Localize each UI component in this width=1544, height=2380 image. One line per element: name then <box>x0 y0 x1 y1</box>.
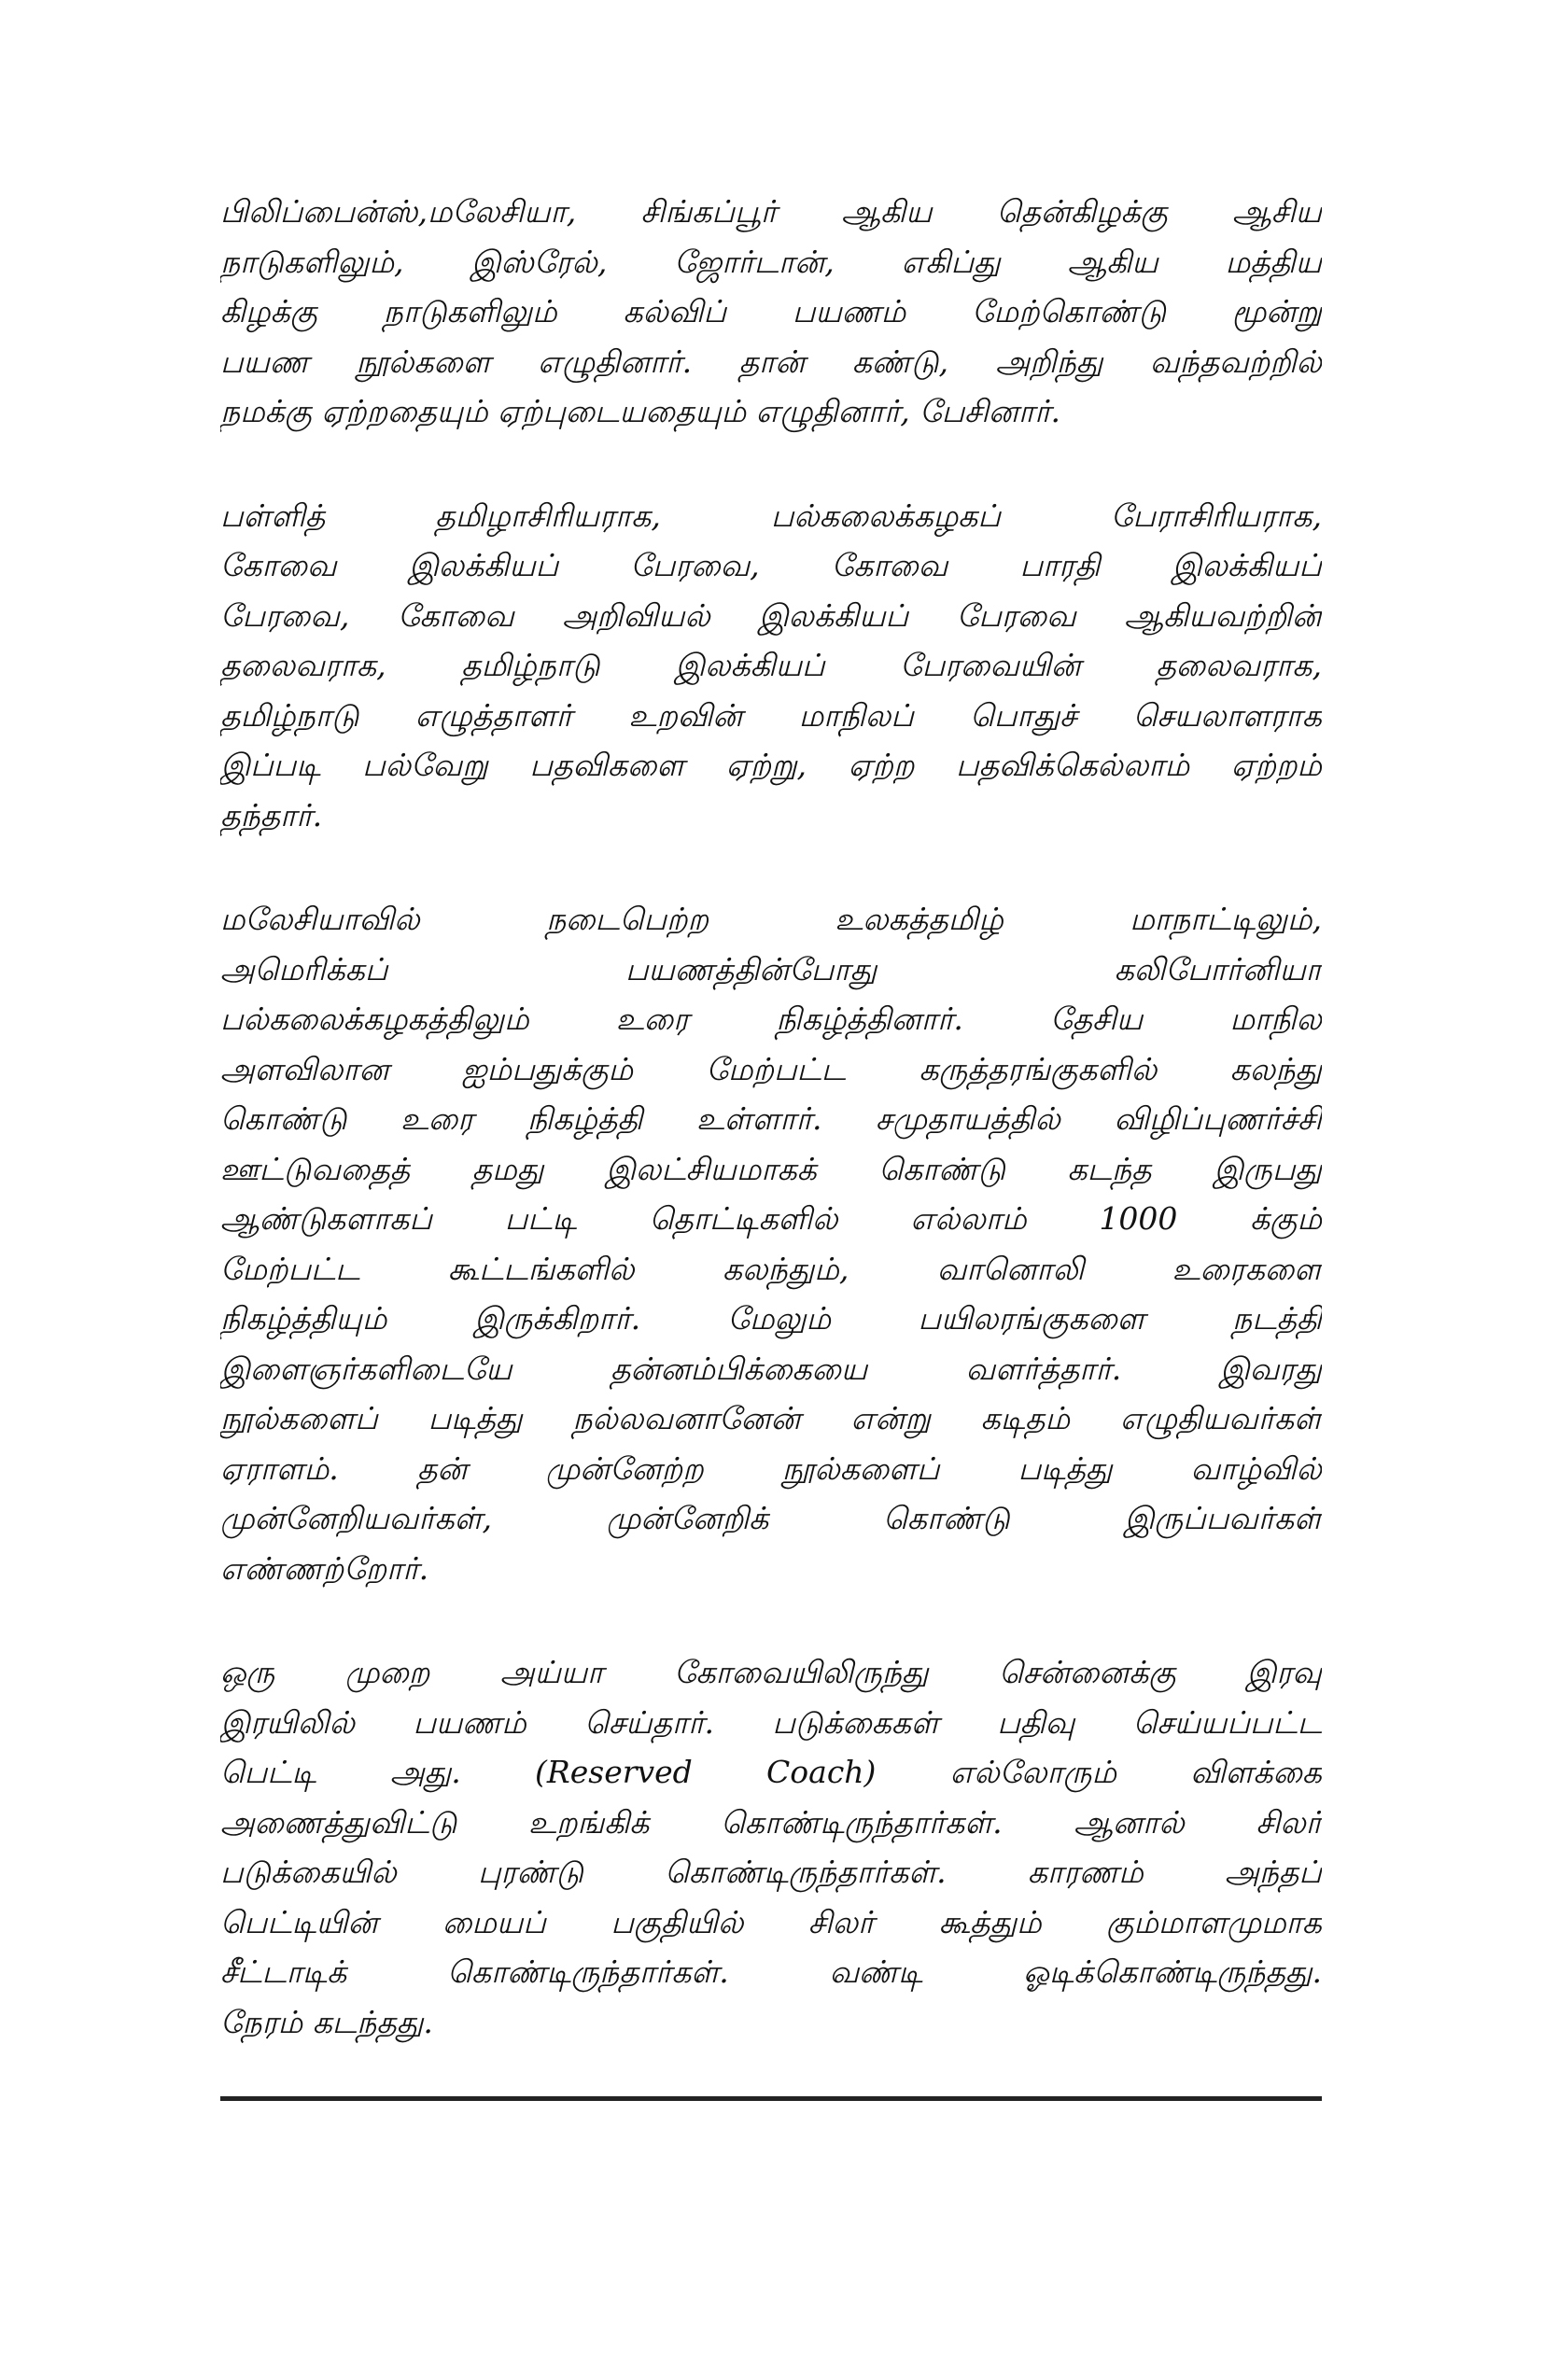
text-line: பேரவை, கோவை அறிவியல் இலக்கியப் பேரவை ஆகியவற்றின் <box>220 596 1322 634</box>
paragraph-4 <box>220 1647 1322 2047</box>
text-line: சீட்டாடிக் கொண்டிருந்தார்கள். வண்டி ஓடிக்கொண்டிருந்தது. <box>220 1953 1322 1990</box>
text-line: ஊட்டுவதைத் தமது இலட்சியமாகக் கொண்டு கடந்த இருபது <box>220 1150 1322 1187</box>
text-line: பெட்டியின் மையப் பகுதியில் சிலர் கூத்தும் கும்மாளமுமாக <box>220 1903 1322 1940</box>
text-line: ஆண்டுகளாகப் பட்டி தொட்டிகளில் எல்லாம் 1000 க்கும் <box>220 1200 1322 1237</box>
text-line: தமிழ்நாடு எழுத்தாளர் உறவின் மாநிலப் பொதுச் செயலாளராக <box>220 696 1322 734</box>
text-line: கொண்டு உரை நிகழ்த்தி உள்ளார். சமுதாயத்தில் விழிப்புணர்ச்சி <box>220 1100 1322 1137</box>
footer-divider <box>220 2096 1322 2101</box>
text-line: மலேசியாவில் நடைபெற்ற உலகத்தமிழ் மாநாட்டிலும், <box>220 901 1322 937</box>
text-line: நிகழ்த்தியும் இருக்கிறார். மேலும் பயிலரங்குகளை நடத்தி <box>220 1300 1322 1337</box>
text-line: அமெரிக்கப் பயணத்தின்போது கலிபோர்னியா <box>220 950 1322 987</box>
text-line: பள்ளித் தமிழாசிரியராக, பல்கலைக்கழகப் பேராசிரியராக, <box>220 497 1322 534</box>
page-body <box>220 187 1322 2101</box>
text-line: கிழக்கு நாடுகளிலும் கல்விப் பயணம் மேற்கொண்டு மூன்று <box>220 293 1322 329</box>
text-line: நமக்கு ஏற்றதையும் ஏற்புடையதையும் எழுதினார், பேசினார். <box>220 393 1060 429</box>
text-line: இரயிலில் பயணம் செய்தார். படுக்கைகள் பதிவு செய்யப்பட்ட <box>220 1703 1322 1741</box>
text-line: நூல்களைப் படித்து நல்லவனானேன் என்று கடிதம் எழுதியவர்கள் <box>220 1400 1322 1436</box>
text-line: பிலிப்பைன்ஸ்,மலேசியா, சிங்கப்பூர் ஆகிய தென்கிழக்கு ஆசிய <box>220 193 1322 230</box>
text-line: அணைத்துவிட்டு உறங்கிக் கொண்டிருந்தார்கள். ஆனால் சிலர் <box>220 1803 1322 1841</box>
text-line: நாடுகளிலும், இஸ்ரேல், ஜோர்டான், எகிப்து ஆகிய மத்திய <box>220 243 1322 280</box>
text-line: பல்கலைக்கழகத்திலும் உரை நிகழ்த்தினார். தேசிய மாநில <box>220 1001 1322 1037</box>
text-line: இளைஞர்களிடையே தன்னம்பிக்கையை வளர்த்தார். இவரது <box>220 1350 1322 1387</box>
text-line: கோவை இலக்கியப் பேரவை, கோவை பாரதி இலக்கியப் <box>220 547 1322 583</box>
paragraph-3 <box>220 894 1322 1593</box>
text-line: பெட்டி அது. (Reserved Coach) எல்லோரும் விளக்கை <box>220 1754 1322 1790</box>
text-line: பயண நூல்களை எழுதினார். தான் கண்டு, அறிந்து வந்தவற்றில் <box>220 343 1322 380</box>
text-line: நேரம் கடந்தது. <box>220 2003 433 2040</box>
text-line: படுக்கையில் புரண்டு கொண்டிருந்தார்கள். காரணம் அந்தப் <box>220 1854 1322 1890</box>
text-line: இப்படி பல்வேறு பதவிகளை ஏற்று, ஏற்ற பதவிக்கெல்லாம் ஏற்றம் <box>220 747 1322 783</box>
text-line: ஒரு முறை அய்யா கோவையிலிருந்து சென்னைக்கு இரவு <box>220 1654 1322 1690</box>
paragraph-1 <box>220 187 1322 437</box>
text-line: மேற்பட்ட கூட்டங்களில் கலந்தும், வானொலி உரைகளை <box>220 1250 1322 1287</box>
text-line: அளவிலான ஐம்பதுக்கும் மேற்பட்ட கருத்தரங்குகளில் கலந்து <box>220 1050 1322 1087</box>
text-line: எண்ணற்றோர். <box>220 1549 429 1587</box>
text-line: தந்தார். <box>220 796 323 833</box>
paragraph-2 <box>220 491 1322 841</box>
text-line: தலைவராக, தமிழ்நாடு இலக்கியப் பேரவையின் தலைவராக, <box>220 647 1322 683</box>
text-line: முன்னேறியவர்கள், முன்னேறிக் கொண்டு இருப்பவர்கள் <box>220 1500 1322 1536</box>
text-line: ஏராளம். தன் முன்னேற்ற நூல்களைப் படித்து வாழ்வில் <box>220 1449 1322 1487</box>
